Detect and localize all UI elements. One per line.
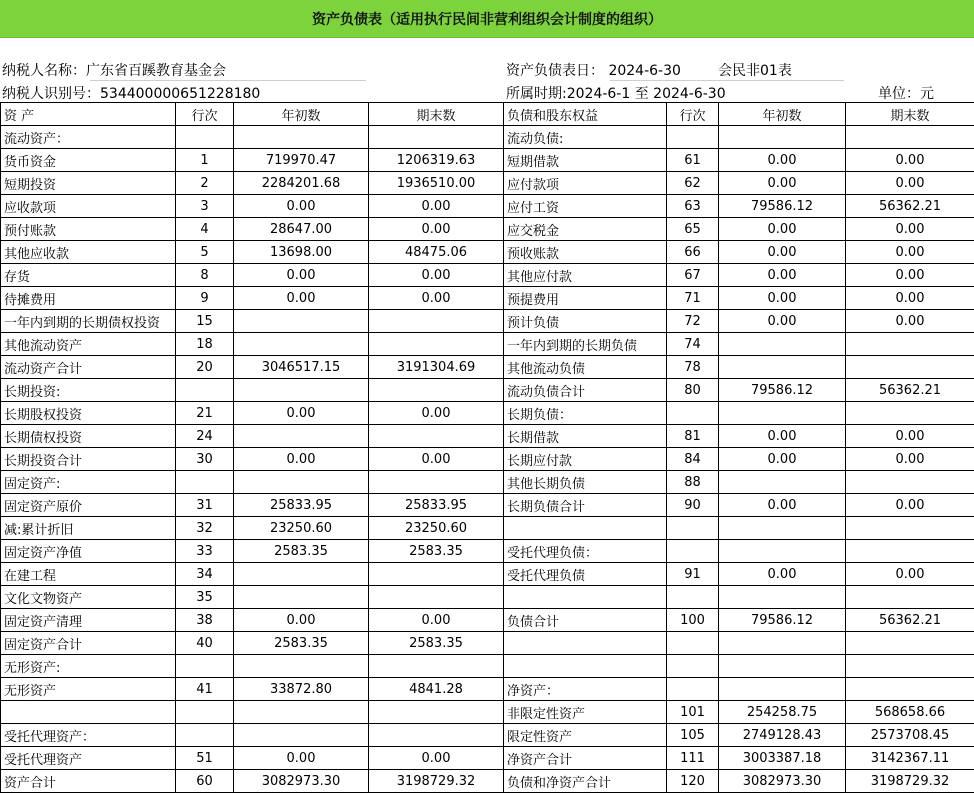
asset-begin-cell: 0.00	[234, 747, 369, 770]
liability-end-cell: 0.00	[846, 287, 974, 310]
asset-line-cell: 40	[176, 632, 234, 655]
asset-end-cell	[369, 655, 504, 678]
liability-line-cell: 67	[667, 264, 719, 287]
asset-item-cell: 其他应收款	[1, 241, 176, 264]
header-asset-begin: 年初数	[234, 103, 369, 126]
asset-item-cell: 长期投资:	[1, 379, 176, 402]
asset-begin-cell: 23250.60	[234, 517, 369, 540]
liability-end-cell: 0.00	[846, 241, 974, 264]
asset-begin-cell	[234, 333, 369, 356]
table-row	[1, 264, 974, 287]
liability-end-cell	[846, 540, 974, 563]
report-title: 资产负债表（适用执行民间非营利组织会计制度的组织）	[0, 0, 974, 38]
table-row	[1, 333, 974, 356]
asset-end-cell	[369, 333, 504, 356]
liability-end-cell: 3198729.32	[846, 770, 974, 793]
table-row	[1, 287, 974, 310]
form-code: 会民非01表	[718, 63, 792, 79]
liability-begin-cell	[719, 540, 846, 563]
liability-begin-cell	[719, 126, 846, 149]
asset-item-cell: 固定资产:	[1, 471, 176, 494]
asset-begin-cell	[234, 701, 369, 724]
asset-line-cell: 18	[176, 333, 234, 356]
liability-item-cell: 短期借款	[504, 149, 667, 172]
asset-line-cell	[176, 655, 234, 678]
liability-end-cell: 568658.66	[846, 701, 974, 724]
taxpayer-name: 纳税人名称：广东省百蹊教育基金会	[2, 63, 226, 79]
asset-end-cell: 0.00	[369, 609, 504, 632]
liability-line-cell	[667, 678, 719, 701]
liability-begin-cell	[719, 402, 846, 425]
asset-begin-cell	[234, 655, 369, 678]
table-row	[1, 609, 974, 632]
asset-line-cell	[176, 724, 234, 747]
table-row	[1, 126, 974, 149]
liability-line-cell: 90	[667, 494, 719, 517]
liability-begin-cell	[719, 333, 846, 356]
liability-item-cell: 长期借款	[504, 425, 667, 448]
asset-begin-cell: 0.00	[234, 609, 369, 632]
liability-line-cell	[667, 655, 719, 678]
asset-end-cell	[369, 310, 504, 333]
liability-item-cell: 流动负债:	[504, 126, 667, 149]
liability-item-cell: 负债合计	[504, 609, 667, 632]
liability-begin-cell	[719, 356, 846, 379]
asset-line-cell: 32	[176, 517, 234, 540]
asset-line-cell: 24	[176, 425, 234, 448]
header-liability-item: 负债和股东权益	[504, 103, 667, 126]
asset-item-cell: 待摊费用	[1, 287, 176, 310]
asset-begin-cell	[234, 724, 369, 747]
header-asset-item: 资 产	[1, 103, 176, 126]
asset-item-cell: 长期投资合计	[1, 448, 176, 471]
asset-line-cell: 3	[176, 195, 234, 218]
table-row	[1, 586, 974, 609]
asset-begin-cell: 25833.95	[234, 494, 369, 517]
liability-begin-cell: 3003387.18	[719, 747, 846, 770]
liability-line-cell: 91	[667, 563, 719, 586]
header-liability-line: 行次	[667, 103, 719, 126]
table-row	[1, 218, 974, 241]
liability-item-cell: 长期应付款	[504, 448, 667, 471]
liability-line-cell: 72	[667, 310, 719, 333]
liability-line-cell: 120	[667, 770, 719, 793]
unit-label: 单位：元	[878, 86, 934, 102]
asset-end-cell: 0.00	[369, 218, 504, 241]
asset-end-cell	[369, 701, 504, 724]
asset-line-cell	[176, 379, 234, 402]
asset-line-cell	[176, 701, 234, 724]
liability-end-cell	[846, 632, 974, 655]
liability-line-cell: 66	[667, 241, 719, 264]
asset-begin-cell: 2583.35	[234, 632, 369, 655]
liability-begin-cell: 0.00	[719, 264, 846, 287]
asset-end-cell	[369, 563, 504, 586]
liability-line-cell: 63	[667, 195, 719, 218]
asset-end-cell: 0.00	[369, 287, 504, 310]
liability-end-cell	[846, 126, 974, 149]
liability-line-cell: 61	[667, 149, 719, 172]
liability-item-cell: 流动负债合计	[504, 379, 667, 402]
asset-end-cell	[369, 379, 504, 402]
liability-line-cell: 65	[667, 218, 719, 241]
liability-end-cell	[846, 356, 974, 379]
liability-begin-cell	[719, 655, 846, 678]
liability-begin-cell: 0.00	[719, 241, 846, 264]
asset-begin-cell	[234, 586, 369, 609]
liability-line-cell: 80	[667, 379, 719, 402]
liability-item-cell: 负债和净资产合计	[504, 770, 667, 793]
asset-end-cell: 1936510.00	[369, 172, 504, 195]
liability-begin-cell: 0.00	[719, 218, 846, 241]
asset-end-cell: 4841.28	[369, 678, 504, 701]
liability-item-cell: 长期负债合计	[504, 494, 667, 517]
asset-end-cell: 25833.95	[369, 494, 504, 517]
liability-begin-cell: 0.00	[719, 448, 846, 471]
asset-item-cell: 长期股权投资	[1, 402, 176, 425]
asset-begin-cell	[234, 425, 369, 448]
asset-item-cell: 货币资金	[1, 149, 176, 172]
asset-line-cell: 35	[176, 586, 234, 609]
asset-end-cell: 3198729.32	[369, 770, 504, 793]
liability-item-cell	[504, 586, 667, 609]
liability-item-cell: 限定性资产	[504, 724, 667, 747]
liability-end-cell: 0.00	[846, 448, 974, 471]
header-liability-end: 期末数	[846, 103, 974, 126]
asset-item-cell: 减:累计折旧	[1, 517, 176, 540]
liability-end-cell	[846, 517, 974, 540]
liability-end-cell: 0.00	[846, 494, 974, 517]
liability-end-cell: 3142367.11	[846, 747, 974, 770]
asset-line-cell	[176, 471, 234, 494]
liability-item-cell: 预计负债	[504, 310, 667, 333]
asset-item-cell: 应收款项	[1, 195, 176, 218]
asset-line-cell: 38	[176, 609, 234, 632]
liability-begin-cell: 79586.12	[719, 609, 846, 632]
liability-begin-cell: 0.00	[719, 172, 846, 195]
table-row	[1, 241, 974, 264]
liability-begin-cell: 0.00	[719, 149, 846, 172]
asset-item-cell: 流动资产合计	[1, 356, 176, 379]
table-row	[1, 310, 974, 333]
liability-item-cell: 净资产：	[504, 678, 667, 701]
header-asset-end: 期末数	[369, 103, 504, 126]
asset-line-cell: 2	[176, 172, 234, 195]
asset-line-cell: 8	[176, 264, 234, 287]
asset-item-cell: 受托代理资产：	[1, 724, 176, 747]
asset-item-cell: 存货	[1, 264, 176, 287]
asset-begin-cell: 3046517.15	[234, 356, 369, 379]
liability-end-cell	[846, 402, 974, 425]
asset-item-cell: 资产合计	[1, 770, 176, 793]
table-row	[1, 195, 974, 218]
asset-begin-cell: 0.00	[234, 402, 369, 425]
liability-line-cell: 71	[667, 287, 719, 310]
liability-item-cell: 应交税金	[504, 218, 667, 241]
asset-begin-cell: 719970.47	[234, 149, 369, 172]
asset-item-cell: 短期投资	[1, 172, 176, 195]
asset-line-cell: 20	[176, 356, 234, 379]
liability-end-cell	[846, 655, 974, 678]
asset-line-cell: 33	[176, 540, 234, 563]
liability-begin-cell: 0.00	[719, 494, 846, 517]
liability-line-cell: 81	[667, 425, 719, 448]
asset-end-cell	[369, 724, 504, 747]
liability-end-cell: 0.00	[846, 149, 974, 172]
asset-line-cell: 60	[176, 770, 234, 793]
asset-begin-cell: 28647.00	[234, 218, 369, 241]
liability-item-cell: 受托代理负债	[504, 563, 667, 586]
liability-end-cell: 0.00	[846, 172, 974, 195]
table-row	[1, 770, 974, 793]
liability-item-cell: 其他长期负债	[504, 471, 667, 494]
asset-line-cell: 4	[176, 218, 234, 241]
liability-line-cell: 62	[667, 172, 719, 195]
asset-end-cell: 0.00	[369, 264, 504, 287]
table-row	[1, 425, 974, 448]
asset-line-cell: 41	[176, 678, 234, 701]
liability-begin-cell	[719, 586, 846, 609]
report-date-underline	[610, 80, 844, 81]
liability-line-cell	[667, 402, 719, 425]
asset-begin-cell: 0.00	[234, 195, 369, 218]
table-row	[1, 448, 974, 471]
table-row	[1, 402, 974, 425]
asset-item-cell: 受托代理资产	[1, 747, 176, 770]
liability-end-cell	[846, 678, 974, 701]
header-liability-begin: 年初数	[719, 103, 846, 126]
asset-item-cell: 无形资产:	[1, 655, 176, 678]
asset-begin-cell: 0.00	[234, 287, 369, 310]
liability-begin-cell	[719, 632, 846, 655]
liability-end-cell: 0.00	[846, 425, 974, 448]
liability-item-cell: 应付款项	[504, 172, 667, 195]
asset-line-cell: 31	[176, 494, 234, 517]
report-info	[0, 38, 974, 102]
table-row	[1, 724, 974, 747]
asset-begin-cell: 2583.35	[234, 540, 369, 563]
liability-line-cell: 84	[667, 448, 719, 471]
asset-line-cell: 5	[176, 241, 234, 264]
asset-item-cell: 预付账款	[1, 218, 176, 241]
asset-end-cell	[369, 471, 504, 494]
table-row	[1, 701, 974, 724]
table-row	[1, 563, 974, 586]
asset-line-cell: 15	[176, 310, 234, 333]
asset-item-cell: 无形资产	[1, 678, 176, 701]
liability-begin-cell: 2749128.43	[719, 724, 846, 747]
liability-end-cell: 0.00	[846, 264, 974, 287]
asset-line-cell: 34	[176, 563, 234, 586]
asset-item-cell: 固定资产净值	[1, 540, 176, 563]
table-header-row	[1, 103, 974, 126]
liability-line-cell	[667, 126, 719, 149]
liability-end-cell: 0.00	[846, 310, 974, 333]
table-row	[1, 678, 974, 701]
taxpayer-id: 纳税人识别号：534400000651228180	[2, 86, 261, 102]
asset-begin-cell: 0.00	[234, 264, 369, 287]
liability-end-cell	[846, 333, 974, 356]
liability-begin-cell: 0.00	[719, 310, 846, 333]
asset-item-cell: 流动资产：	[1, 126, 176, 149]
asset-end-cell: 0.00	[369, 402, 504, 425]
liability-item-cell	[504, 632, 667, 655]
asset-end-cell: 23250.60	[369, 517, 504, 540]
liability-line-cell	[667, 586, 719, 609]
asset-begin-cell: 13698.00	[234, 241, 369, 264]
liability-line-cell	[667, 632, 719, 655]
liability-line-cell: 105	[667, 724, 719, 747]
liability-item-cell	[504, 655, 667, 678]
table-row	[1, 149, 974, 172]
asset-line-cell: 51	[176, 747, 234, 770]
asset-line-cell: 30	[176, 448, 234, 471]
asset-begin-cell: 0.00	[234, 448, 369, 471]
liability-item-cell: 净资产合计	[504, 747, 667, 770]
liability-line-cell	[667, 517, 719, 540]
liability-line-cell	[667, 540, 719, 563]
asset-begin-cell	[234, 563, 369, 586]
asset-item-cell: 其他流动资产	[1, 333, 176, 356]
table-row	[1, 494, 974, 517]
asset-end-cell: 1206319.63	[369, 149, 504, 172]
asset-begin-cell: 33872.80	[234, 678, 369, 701]
liability-item-cell: 预收账款	[504, 241, 667, 264]
period: 所属时期:2024-6-1 至 2024-6-30	[506, 86, 726, 102]
asset-item-cell	[1, 701, 176, 724]
liability-begin-cell: 0.00	[719, 425, 846, 448]
asset-end-cell	[369, 425, 504, 448]
table-row	[1, 632, 974, 655]
liability-item-cell: 非限定性资产	[504, 701, 667, 724]
liability-line-cell: 74	[667, 333, 719, 356]
asset-begin-cell	[234, 310, 369, 333]
liability-item-cell: 受托代理负债：	[504, 540, 667, 563]
asset-item-cell: 文化文物资产	[1, 586, 176, 609]
liability-end-cell: 0.00	[846, 563, 974, 586]
liability-end-cell	[846, 471, 974, 494]
table-row	[1, 517, 974, 540]
asset-line-cell	[176, 126, 234, 149]
table-row	[1, 540, 974, 563]
liability-end-cell	[846, 586, 974, 609]
liability-end-cell: 2573708.45	[846, 724, 974, 747]
asset-end-cell	[369, 126, 504, 149]
header-asset-line: 行次	[176, 103, 234, 126]
asset-end-cell: 2583.35	[369, 632, 504, 655]
asset-begin-cell: 3082973.30	[234, 770, 369, 793]
asset-begin-cell	[234, 379, 369, 402]
asset-line-cell: 21	[176, 402, 234, 425]
balance-sheet-table	[0, 102, 974, 793]
liability-begin-cell: 3082973.30	[719, 770, 846, 793]
liability-line-cell: 78	[667, 356, 719, 379]
liability-line-cell: 101	[667, 701, 719, 724]
asset-end-cell: 0.00	[369, 448, 504, 471]
asset-end-cell: 2583.35	[369, 540, 504, 563]
liability-line-cell: 111	[667, 747, 719, 770]
liability-item-cell	[504, 517, 667, 540]
table-row	[1, 172, 974, 195]
report-date: 资产负债表日： 2024-6-30	[506, 63, 681, 79]
liability-item-cell: 一年内到期的长期负债	[504, 333, 667, 356]
liability-begin-cell	[719, 678, 846, 701]
liability-item-cell: 其他应付款	[504, 264, 667, 287]
asset-line-cell: 1	[176, 149, 234, 172]
asset-end-cell	[369, 586, 504, 609]
liability-item-cell: 应付工资	[504, 195, 667, 218]
asset-end-cell: 0.00	[369, 747, 504, 770]
table-row	[1, 471, 974, 494]
asset-begin-cell	[234, 126, 369, 149]
table-row	[1, 379, 974, 402]
asset-item-cell: 一年内到期的长期债权投资	[1, 310, 176, 333]
liability-end-cell: 0.00	[846, 218, 974, 241]
asset-line-cell: 9	[176, 287, 234, 310]
liability-begin-cell: 254258.75	[719, 701, 846, 724]
liability-line-cell: 100	[667, 609, 719, 632]
asset-end-cell: 3191304.69	[369, 356, 504, 379]
liability-end-cell: 56362.21	[846, 379, 974, 402]
table-row	[1, 655, 974, 678]
liability-begin-cell: 0.00	[719, 287, 846, 310]
liability-end-cell: 56362.21	[846, 195, 974, 218]
asset-begin-cell: 2284201.68	[234, 172, 369, 195]
liability-begin-cell: 79586.12	[719, 195, 846, 218]
liability-begin-cell: 0.00	[719, 563, 846, 586]
liability-begin-cell: 79586.12	[719, 379, 846, 402]
asset-item-cell: 固定资产原价	[1, 494, 176, 517]
asset-item-cell: 长期债权投资	[1, 425, 176, 448]
asset-item-cell: 在建工程	[1, 563, 176, 586]
asset-item-cell: 固定资产合计	[1, 632, 176, 655]
asset-item-cell: 固定资产清理	[1, 609, 176, 632]
liability-item-cell: 长期负债：	[504, 402, 667, 425]
liability-begin-cell	[719, 471, 846, 494]
liability-begin-cell	[719, 517, 846, 540]
taxpayer-name-underline	[90, 80, 366, 81]
asset-end-cell: 0.00	[369, 195, 504, 218]
asset-begin-cell	[234, 471, 369, 494]
table-row	[1, 747, 974, 770]
liability-end-cell: 56362.21	[846, 609, 974, 632]
liability-line-cell: 88	[667, 471, 719, 494]
liability-item-cell: 预提费用	[504, 287, 667, 310]
liability-item-cell: 其他流动负债	[504, 356, 667, 379]
table-row	[1, 356, 974, 379]
asset-end-cell: 48475.06	[369, 241, 504, 264]
